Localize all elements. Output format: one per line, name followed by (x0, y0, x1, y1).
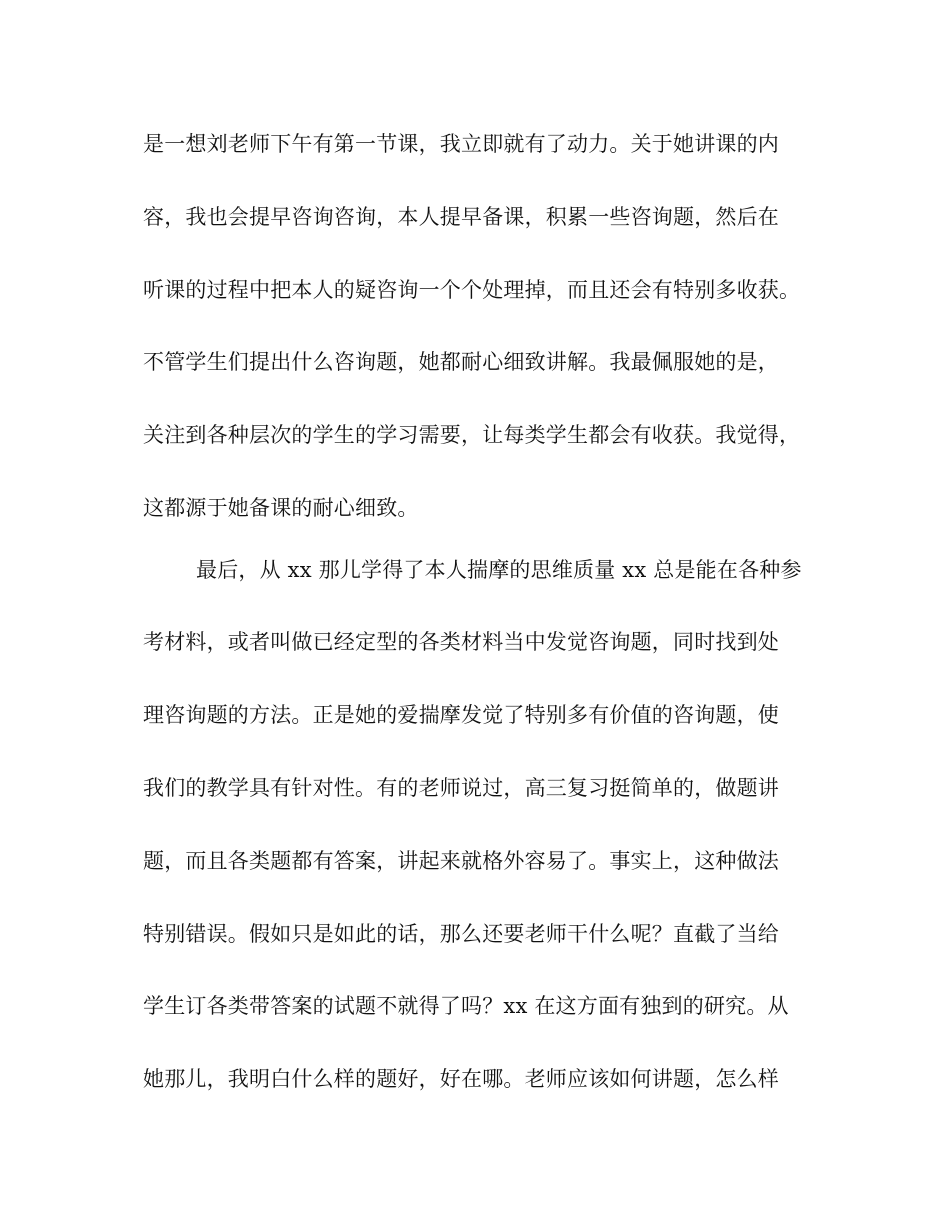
text-line: 是一想刘老师下午有第一节课，我立即就有了动力。关于她讲课的内 (143, 132, 779, 156)
text-line: 她那儿，我明白什么样的题好，好在哪。老师应该如何讲题，怎么样 (143, 1067, 779, 1091)
text-line: 特别错误。假如只是如此的话，那么还要老师干什么呢？直截了当给 (143, 922, 779, 946)
text-line: 容，我也会提早咨询咨询，本人提早备课，积累一些咨询题，然后在 (143, 205, 779, 229)
text-line: 听课的过程中把本人的疑咨询一个个处理掉，而且还会有特别多收获。 (143, 278, 801, 302)
text-line: 关注到各种层次的学生的学习需要，让每类学生都会有收获。我觉得， (143, 423, 801, 447)
text-line: 我们的教学具有针对性。有的老师说过，高三复习挺简单的，做题讲 (143, 776, 779, 800)
text-line: 不管学生们提出什么咨询题，她都耐心细致讲解。我最佩服她的是， (143, 350, 779, 374)
text-line: 考材料，或者叫做已经定型的各类材料当中发觉咨询题，同时找到处 (143, 630, 779, 654)
text-line: 理咨询题的方法。正是她的爱揣摩发觉了特别多有价值的咨询题，使 (143, 703, 779, 727)
text-line: 题，而且各类题都有答案，讲起来就格外容易了。事实上，这种做法 (143, 849, 779, 873)
paragraph-first-line: 最后，从 xx 那儿学得了本人揣摩的思维质量 xx 总是能在各种参 (196, 558, 802, 582)
text-line: 这都源于她备课的耐心细致。 (143, 496, 419, 520)
text-line: 学生订各类带答案的试题不就得了吗？xx 在这方面有独到的研究。从 (143, 994, 789, 1018)
